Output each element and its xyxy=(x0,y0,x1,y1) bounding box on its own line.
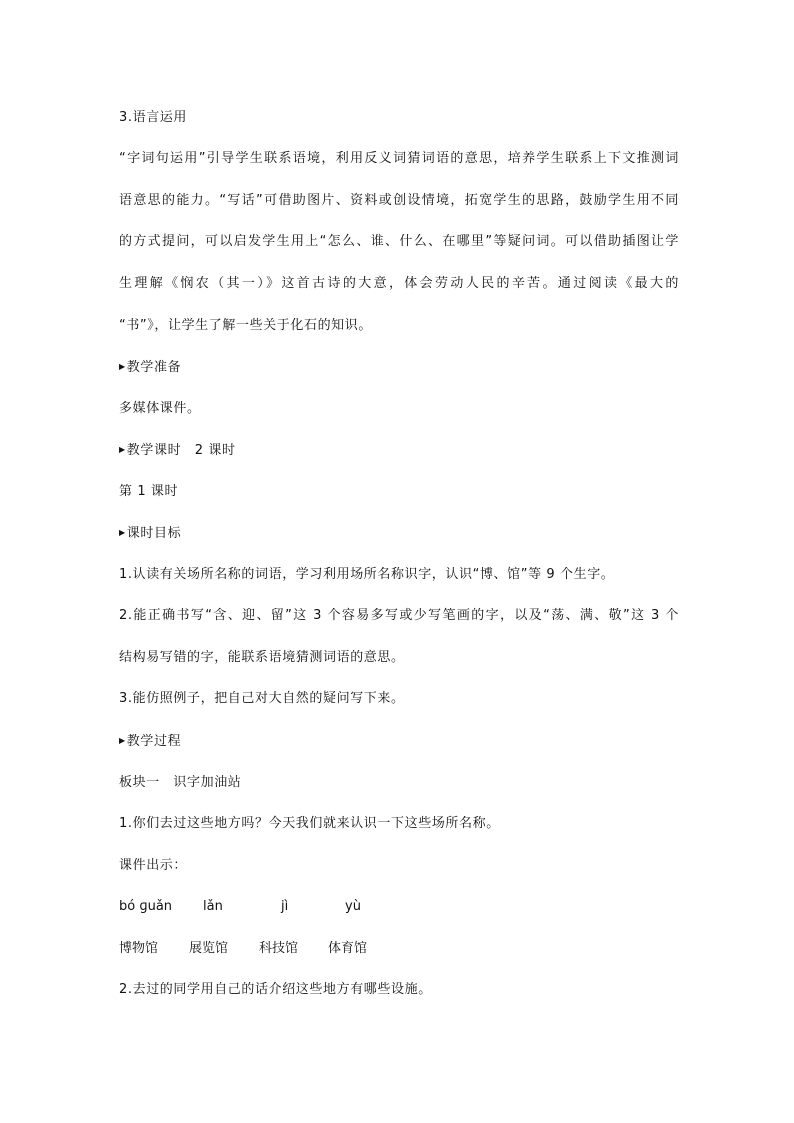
block-title: 板块一 识字加油站 xyxy=(119,775,242,790)
heading-teaching-hours xyxy=(119,441,679,460)
triangle-right-icon: ▶ xyxy=(119,736,126,745)
word-item: 展览馆 xyxy=(189,941,229,956)
word-item: 体育馆 xyxy=(328,941,368,956)
heading-text: 教学准备 xyxy=(126,360,182,375)
pinyin-item: bó ɡuǎn xyxy=(119,899,173,914)
goal-item: 2.能正确书写“含、迎、留”这 3 个容易多写或少写笔画的字，以及“荡、满、敬”这 3 个 xyxy=(119,608,679,623)
heading-text: 课时目标 xyxy=(126,526,182,541)
heading-text: 教学课时 2 课时 xyxy=(126,443,236,458)
lesson-title: 第 1 课时 xyxy=(119,484,179,499)
pinyin-item: lǎn xyxy=(203,899,223,914)
goal-item-continued: 结构易写错的字，能联系语境猜测词语的意思。 xyxy=(119,650,405,665)
triangle-right-icon: ▶ xyxy=(119,362,126,371)
paragraph-line: 的方式提问，可以启发学生用上“怎么、谁、什么、在哪里”等疑问词。可以借助插图让学 xyxy=(119,234,679,249)
pinyin-item: jì xyxy=(281,899,289,914)
word-item: 科技馆 xyxy=(259,941,299,956)
triangle-right-icon: ▶ xyxy=(119,445,126,454)
paragraph-line: “字词句运用”引导学生联系语境，利用反义词猜词语的意思，培养学生联系上下文推测词 xyxy=(119,151,679,166)
paragraph-line: 生理解《悯农（其一）》这首古诗的大意，体会劳动人民的辛苦。通过阅读《最大的 xyxy=(119,276,679,291)
heading-lesson-goals xyxy=(119,524,679,543)
prep-text: 多媒体课件。 xyxy=(119,401,201,416)
triangle-right-icon: ▶ xyxy=(119,528,126,537)
pinyin-item: yù xyxy=(345,899,361,914)
step-text: 1.你们去过这些地方吗？今天我们就来认识一下这些场所名称。 xyxy=(119,816,500,831)
paragraph-line: 语意思的能力。“写话”可借助图片、资料或创设情境，拓宽学生的思路，鼓励学生用不同 xyxy=(119,193,679,208)
goal-item: 3.能仿照例子，把自己对大自然的疑问写下来。 xyxy=(119,691,405,706)
paragraph-line: “书”》，让学生了解一些关于化石的知识。 xyxy=(119,318,372,333)
heading-text: 教学过程 xyxy=(126,734,182,749)
courseware-label: 课件出示： xyxy=(119,858,188,873)
heading-teaching-prep xyxy=(119,358,679,377)
word-item: 博物馆 xyxy=(119,941,159,956)
section-heading-language-use: 3.语言运用 xyxy=(119,110,188,125)
goal-item: 1.认读有关场所名称的词语，学习利用场所名称识字，认识“博、馆”等 9 个生字。 xyxy=(119,567,615,582)
heading-teaching-process xyxy=(119,732,679,751)
step-text: 2.去过的同学用自己的话介绍这些地方有哪些设施。 xyxy=(119,982,432,997)
